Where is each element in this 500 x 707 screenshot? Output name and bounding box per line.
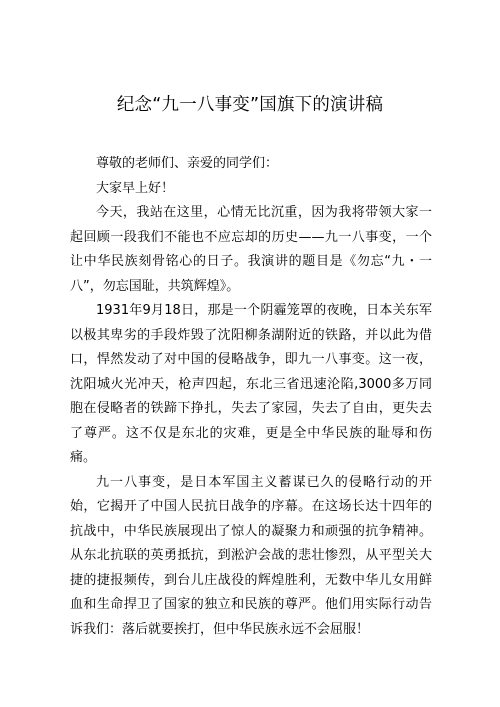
intro-paragraph: 今天，我站在这里，心情无比沉重，因为我将带领大家一起回顾一段我们不能也不应忘却的历史——九一八事变，一个让中华民族刻骨铭心的日子。我演讲的题目是《勿忘“九・一八”，勿忘国耻，共筑辉煌》。 <box>70 205 432 294</box>
significance-paragraph: 九一八事变，是日本军国主义蓄谋已久的侵略行动的开始，它揭开了中国人民抗日战争的序幕。在这场长达十四年的抗战中，中华民族展现出了惊人的凝聚力和顽强的抗争精神。从东北抗联的英勇抵抗，到淞沪会战的悲壮惨烈，从平型关大捷的捷报频传，到台儿庄战役的辉煌胜利，无数中华儿女用鲜血和生命捍卫了国家的独立和民族的尊严。他们用实际行动告诉我们：落后就要挨打，但中华民族永远不会屈服！ <box>70 474 432 637</box>
document-title: 纪念“九一八事变”国旗下的演讲稿 <box>116 95 384 115</box>
history-paragraph: 1931年9月18日，那是一个阴霾笼罩的夜晚，日本关东军以极其卑劣的手段炸毁了沈阳柳条湖附近的铁路，并以此为借口，悍然发动了对中国的侵略战争，即九一八事变。这一夜，沈阳城火光冲天，枪声四起，东北三省迅速沦陷,3000多万同胞在侵略者的铁蹄下挣扎，失去了家园，失去了自由，更失去了尊严。这不仅是东北的灾难，更是全中华民族的耻辱和伤痛。 <box>70 303 432 465</box>
salutation-paragraph: 大家早上好！ <box>96 180 175 196</box>
document-body <box>70 152 432 642</box>
greeting-paragraph: 尊敬的老师们、亲爱的同学们： <box>96 156 279 171</box>
